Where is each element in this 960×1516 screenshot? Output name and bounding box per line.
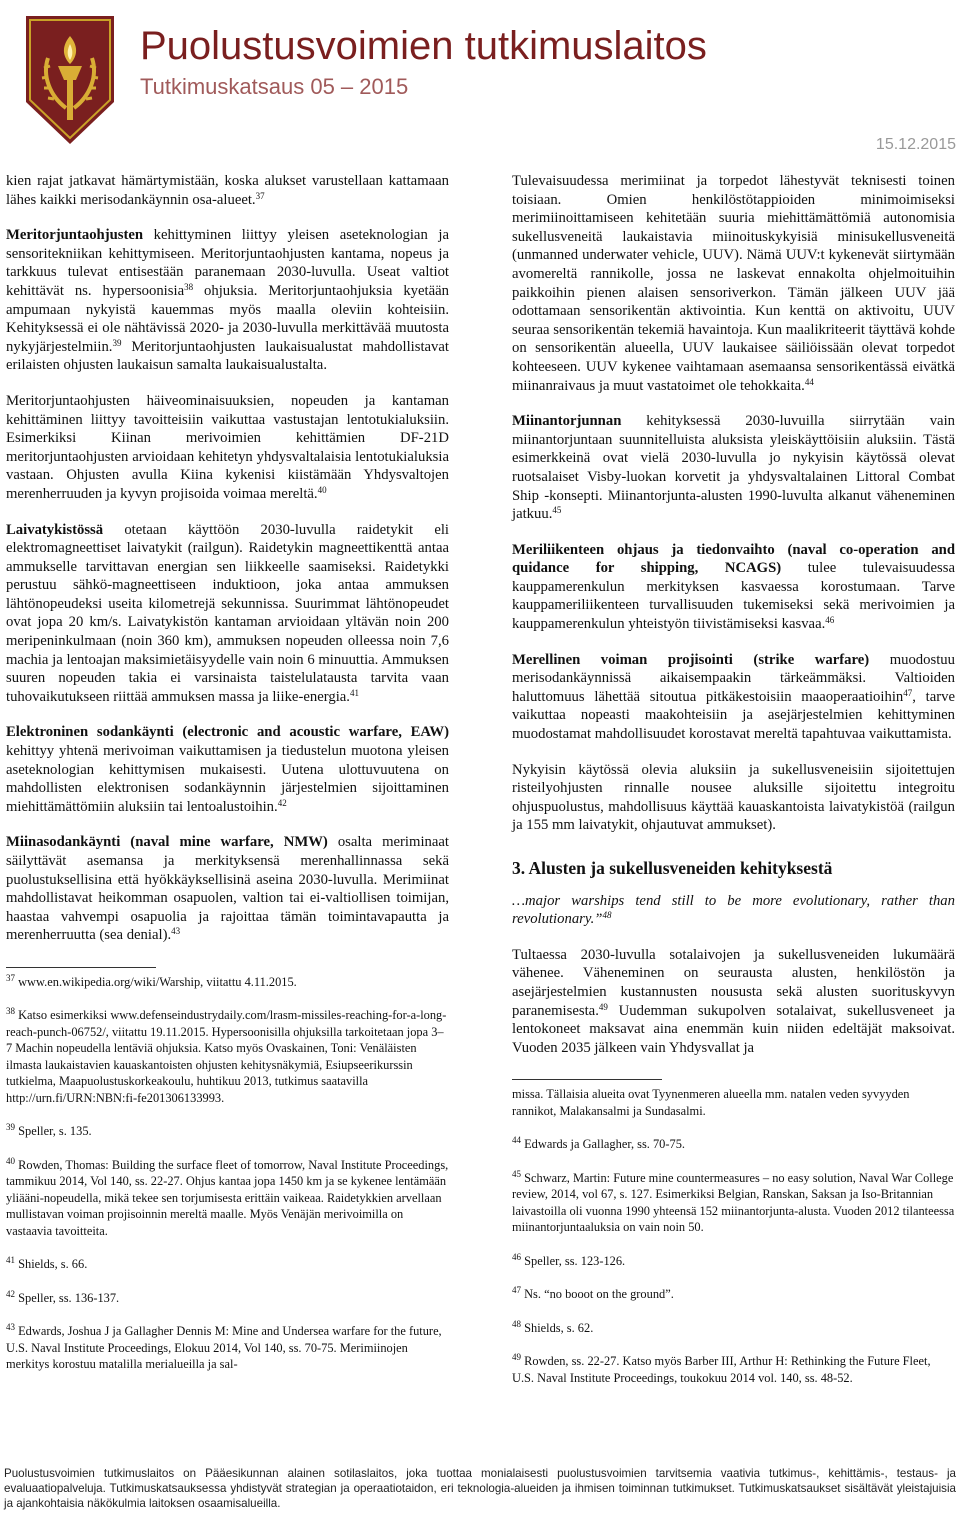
footnote: $^{42}$ Speller, ss. 136-137. (6, 1288, 120, 1305)
footnote-rule (6, 967, 156, 968)
footnote: $^{41}$ Shields, s. 66. (6, 1255, 88, 1272)
term: Miinantorjunnan (512, 413, 622, 430)
paragraph-miinasodankaynti: Miinasodankäynti (naval mine warfare, NMW) osalta meriminaat säilyttävät asemansa ja merkityksensä merenhallinnassa sekä puolustuksellisina että hyökkäyksellisinä aseina 2030-luvulla. Merimiinat mahdollistavat heikomman osapuolen, valtion tai ei-valtiollisen toimijan, haastaa vahvempi osapuolia ja rajoittaa tämän toimintavapautta ja merenherruutta (sea denial).$^{43}$ (6, 834, 449, 944)
footnote: $^{46}$ Speller, ss. 123-126. (512, 1251, 626, 1268)
footnotes (6, 974, 449, 1373)
paragraph-miinantorjunta: Miinantorjunnan kehityksessä 2030-luvuilla siirrytään vain miinantorjuntaan suunnitelluista aluksista yleiskäyttöisiin aluksiin. Tästä esimerkkeinä ovat vielä 2030-luvulla jo nykyisin käytössä olevat ruotsalaiset Visby-luokan korvetit ja yhdysvaltalainen Littoral Combat Ship -konsepti. Miinantorjunta-alusten 1990-luvulta alkanut väheneminen jatkuu.$^{45}$ (512, 413, 955, 523)
term: Elektroninen sodankäynti (electronic and acoustic warfare, EAW) (6, 724, 449, 741)
paragraph-ncags: Meriliikenteen ohjaus ja tiedonvaihto (naval co-operation and quidance for shipping, NCAGS) tulee tulevaisuudessa kauppamerenkulun merkityksen kasvaessa korostumaan. Tarve kauppameriliikenteen turvallisuuden tukemiseksi sekä merivoimien ja kauppamerenkulun yhteistyön tiivistämiseksi kasvaa.$^{46}$ (512, 541, 955, 633)
left-column (6, 172, 449, 1390)
footnote-continuation: missa. Tällaisia alueita ovat Tyynenmeren alueella mm. natalen veden syvyyden rannikot, Malakansalmi ja Sundasalmi. (512, 1087, 910, 1118)
footnote: $^{40}$ Rowden, Thomas: Building the surface fleet of tomorrow, Naval Institute Proceedings, tammikuu 2014, Vol 140, ss. 22-27. Ohjus kantaa jopa 1450 km ja se kykenee lentämään yliääni-nopeudella, mikä tekee sen torjumisesta erittäin vaikeaa. Raidetykkien arvellaan mullistavan voiman projisoinnin mereltä maalle. Myös Venäjän merivoimilla on vastaavia tavoitteita. (6, 1155, 449, 1238)
paragraph: Nykyisin käytössä olevia aluksiin ja sukellusveneisiin sijoitettujen risteilyohjusten rinnalle nousee aluksille sijoitettu integroitu ohjuspuolustus, mahdollisuus käyttää kauaskantoista laivatykistöä (railgun ja 155 mm laivatykit, ohjautuvat ammukset). (512, 761, 955, 834)
epigraph-quote: …major warships tend still to be more evolutionary, rather than revolutionary.”$^{48}$ (512, 892, 955, 928)
footnote: $^{48}$ Shields, s. 62. (512, 1318, 594, 1335)
paragraph-elektroninen-sodankaynti: Elektroninen sodankäynti (electronic and acoustic warfare, EAW) kehittyy yhtenä merivoiman vaikuttamisen ja tiedustelun muotona yleisen aseteknologian kehittymisen mukaisesti. Uutena ulottuvuutena on mahdollisten elektronisen sodankäynnin järjestelmien sijoittaminen miehittämättömiin aluksiin tai lentoalustoihin.$^{42}$ (6, 724, 449, 815)
issue-label: Tutkimuskatsaus 05 – 2015 (140, 74, 409, 99)
term: Meriliikenteen ohjaus ja tiedonvaihto (naval co-operation and quidance for shipping, NCAGS) (512, 541, 955, 577)
page-footer: Puolustusvoimien tutkimuslaitos on Pääesikunnan alainen sotilaslaitos, joka tuottaa monialaisesti puolustusvoimien tarvitsemia vaativia tutkimus-, kehittämis-, testaus- ja evaluaatiopalveluja. Tutkimuskatsauksessa yhdistyvät strategian ja operaatiotaidon, eri teknologia-alueiden ja ihmisen toiminnan tutkimukset. Tutkimuskatsaukset sisältävät yleistajuisia ja ajankohtaisia näkökulmia laitoksen osaamisalueilla. (4, 1467, 956, 1510)
term: Meritorjuntaohjusten (6, 227, 144, 244)
term: Miinasodankäynti (naval mine warfare, NMW) (6, 834, 328, 851)
site-title: Puolustusvoimien tutkimuslaitos (140, 24, 707, 68)
paragraph: kien rajat jatkavat hämärtymistään, koska alukset varustellaan kattamaan lähes kaikki merisodankäynnin osa-alueet.$^{37}$ (6, 173, 449, 208)
footnote: $^{47}$ Ns. “no booot on the ground”. (512, 1285, 674, 1302)
footnote: $^{38}$ Katso esimerkiksi www.defenseindustrydaily.com/lrasm-missiles-reaching-for-a-long-reach-punch-06752/, viitattu 19.11.2015. Hypersoonisilla ohjuksilla tarkoitetaan jopa 3–7 Machin nopeudella lentäviä ohjuksia. Katso myös Ovaskainen, Toni: Venäläisten ilmasta laukaistavien kauaskantoisten ohjusten kehitysnäkymiä, Esiupseerikurssin tutkielma, Maapuolustuskorkeakoulu, huhtikuu 2013, tutkimus saatavilla http://urn.fi/URN:NBN:fi-fe201306133993. (6, 1006, 447, 1105)
footnote: $^{43}$ Edwards, Joshua J ja Gallagher Dennis M: Mine and Undersea warfare for the future, U.S. Naval Institute Proceedings, Elokuu 2014, Vol 140, ss. 70-75. Merimiinojen merkitys korostuu matalilla merialueilla ja sal- (6, 1322, 442, 1372)
right-column (512, 172, 955, 1403)
footnote: $^{44}$ Edwards ja Gallagher, ss. 70-75. (512, 1135, 685, 1152)
paragraph-strike-warfare: Merellinen voiman projisointi (strike warfare) muodostuu merisodankäynnissä aikaisempaakin tärkeämmäksi. Valtioiden haluttomuus lähettää sitoutua pitkäkestoisiin maaoperaatioihin$^{47}$, tarve vaikuttaa nopeasti maakohteisiin ja asejärjestelmien kehittyminen muodostamat mahdollisuudet korostavat mereltä tapahtuvaa vaikuttamista. (512, 651, 956, 743)
page-header (0, 0, 960, 160)
footnote: $^{45}$ Schwarz, Martin: Future mine countermeasures – no easy solution, Naval War College review, 2014, vol 67, s. 127. Esimerkiksi Belgian, Ranskan, Saksan ja Iso-Britannian laivastoilla oli vuonna 1990 yhteensä 152 miinantorjunta-alusta. Vuoden 2012 tilanteessa miinantorjuntaaluksia on vain noin 50. (512, 1168, 955, 1235)
footnote: $^{39}$ Speller, s. 135. (6, 1122, 92, 1139)
paragraph-laivatykisto: Laivatykistössä otetaan käyttöön 2030-luvulla raidetykit eli elektromagneettiset laivatykit (railgun). Raidetykin magneettikenttä antaa ammukselle tarvittavan energian sen liikkeelle saamiseksi. Raidetykki perustuu sähkö-magneettiseen induktioon, joka antaa ammuksen lähtönopeudeksi useita kilometrejä sekunnissa. Suurimmat lähtönopeudet ovat jopa 20 km/s. Laivatykistön kantaman arvioidaan yltävän noin 200 meripeninkulmaan (noin 360 km), ammuksen nopeuden olleessa noin 7,6 machia ja lentoajan maksimietäisyydelle vain noin 6 minuuttia. Ammuksen suuren nopeuden takia ei varsinaista taistelulatausta tarvita vaan tuhovaikutukseen riittää ammuksen massa ja liike-energia.$^{41}$ (6, 521, 449, 705)
footnotes (512, 1086, 955, 1386)
section-heading: 3. Alusten ja sukellusveneiden kehityksestä (512, 858, 833, 878)
term: Merellinen voiman projisointi (strike warfare) (512, 651, 870, 668)
footnote: $^{49}$ Rowden, ss. 22-27. Katso myös Barber III, Arthur H: Rethinking the Future Fleet, U.S. Naval Institute Proceedings, toukokuu 2014 vol. 140, ss. 48-52. (512, 1352, 931, 1385)
paragraph: Meritorjuntaohjusten häiveominaisuuksien, nopeuden ja kantaman kehittäminen liittyy tavoitteisiin vaikuttaa vastustajan lentotukialuksiin. Esimerkiksi Kiinan merivoimien kehittämien DF-21D meritorjuntaohjusten arvioidaan kehitetyn yhdysvaltalaisia lentotukialuksia vastaan. Ohjusten avulla Kiina kykenisi kiistämään Yhdysvaltojen merenherruuden ja kyvyn projisoida voimaa mereltä.$^{40}$ (6, 392, 449, 502)
institute-logo-emblem (20, 10, 120, 150)
paragraph: Tulevaisuudessa merimiinat ja torpedot lähestyvät teknisesti toinen toisiaan. Omien henkilöstötappioiden minimoimiseksi merimiinoittamiseen kehitetään suuria miehittämättömiä autonomisia sukellusveneitä laukaistavia miinoituskykyisiä minisukellusveneitä (unmanned underwater vehicle, UUV). Nämä UUV:t kykenevät siirtymään avomereltä rannikolle, jossa ne laskevat ennakolta ohjelmoituihin paikkoihin pienen alaisen sensoriverkon. Tämän jälkeen UUV jää odottamaan sensorikentän aktivointia. Kun kenttä on aktivoitu, UUV seuraa sensorikentän tekemiä havaintoja. Kun maalikriteerit täyttävä kohde on sensorikentän alueella, UUV laukaisee säiliöissään olevat torpedot kohteeseen. UUV kykenee vaihtamaan asemaansa sensorikentässä eivätkä miinanraivaus ja muut vastatoimet ole tehokkaita.$^{44}$ (512, 173, 955, 394)
footnote-rule (512, 1079, 662, 1080)
paragraph-meritorjuntaohjukset: Meritorjuntaohjusten kehittyminen liittyy yleisen aseteknologian ja sensoritekniikan kehittymiseen. Meritorjuntaohjusten kantama, nopeus ja tarkkuus tulevat entisestään paranemaan 2030-luvulla. Useat valtiot kehittävät ns. hypersoonisia$^{38}$ ohjuksia. Meritorjuntaohjuksia kyetään ampumaan nykyistä kauemmas myös maalla oleviin kohteisiin. Kehityksessä ei ole nähtävissä 2020- ja 2030-luvulla merkittävää muutosta nykyjärjestelmiin.$^{39}$ Meritorjuntaohjusten laukaisualustat mahdollistavat erilaisten ohjusten laukaisun samalta laukaisualustalta. (6, 227, 449, 374)
footnote: $^{37}$ www.en.wikipedia.org/wiki/Warship, viitattu 4.11.2015. (6, 972, 297, 989)
paragraph: Tultaessa 2030-luvulla sotalaivojen ja sukellusveneiden lukumäärä vähenee. Väheneminen on seurausta alusten, henkilöstön ja asejärjestelmien kustannusten noususta sekä alusten suorituskyvyn paranemisesta.$^{49}$ Uudemman sukupolven sotalaivat, sukellusveneet ja lentokoneet maksavat aina enemmän kuin niiden edeltäjät maksoivat. Vuoden 2035 jälkeen vain Yhdysvallat ja (512, 946, 955, 1056)
publication-date: 15.12.2015 (875, 136, 956, 153)
term: Laivatykistössä (6, 521, 104, 538)
